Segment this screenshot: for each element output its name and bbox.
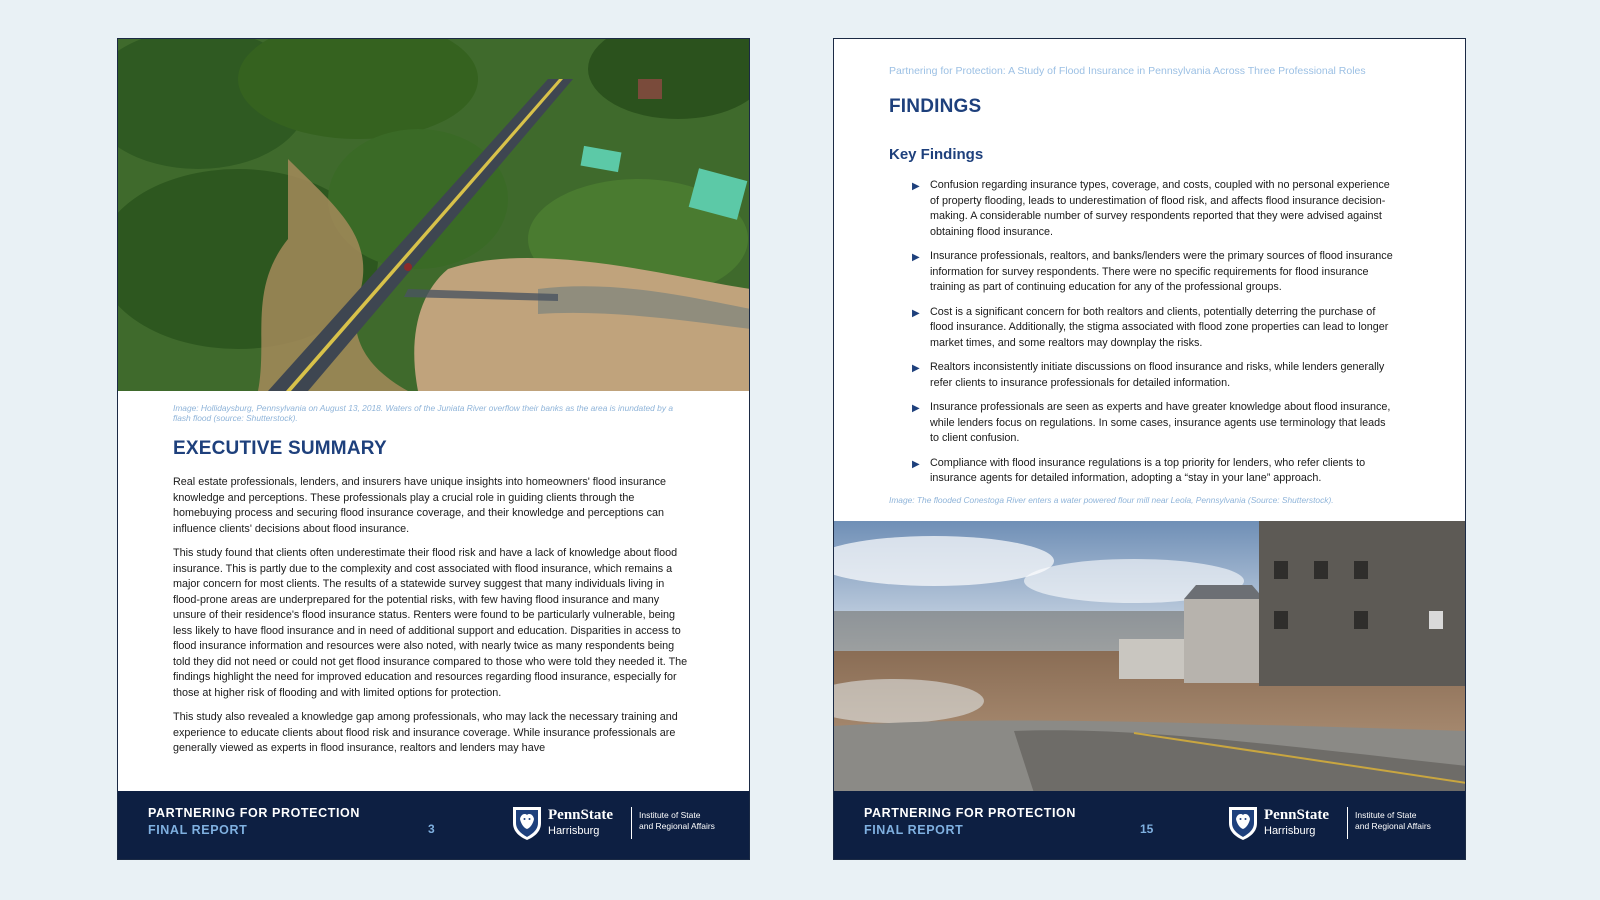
institute-name [1355, 810, 1431, 832]
institute-line-1: Institute of State [639, 810, 701, 820]
footer-title: PARTNERING FOR PROTECTION [148, 806, 360, 820]
logo-divider [631, 807, 632, 839]
section-subheading: Key Findings [889, 146, 984, 163]
bullet-arrow-icon: ▶ [912, 307, 920, 319]
institute-line-1: Institute of State [1355, 810, 1417, 820]
bullet-arrow-icon: ▶ [912, 458, 920, 470]
photo-caption: Image: The flooded Conestoga River enters a water powered flour mill near Leola, Pennsylvania (Source: Shutterstock). [889, 495, 1334, 505]
list-item [912, 360, 1397, 391]
page-title: FINDINGS [889, 96, 982, 117]
report-page-3 [117, 38, 750, 860]
list-item [912, 400, 1397, 447]
finding-text: Realtors inconsistently initiate discussions on flood insurance and risks, while lenders generally refer clients to insurance professionals for detailed information. [930, 361, 1385, 389]
finding-text: Cost is a significant concern for both realtors and clients, potentially deterring the purchase of flood insurance. Additionally, the stigma associated with flood zone properties can lead to longer market times, and some realtors may downplay the risks. [930, 305, 1389, 349]
list-item [912, 249, 1397, 296]
institute-line-2: and Regional Affairs [639, 821, 715, 831]
bullet-arrow-icon: ▶ [912, 403, 920, 414]
paragraph: This study also revealed a knowledge gap among professionals, who may lack the necessary training and experience to educate clients about flood risk and insurance coverage. While insurance professionals are generally viewed as experts in flood insurance, realtors and lenders may have [173, 711, 678, 754]
logo-campus: Harrisburg [1264, 825, 1316, 837]
logo-name: PennState [1264, 807, 1329, 823]
page-footer [834, 791, 1465, 859]
list-item [912, 305, 1397, 352]
footer-subtitle: FINAL REPORT [864, 823, 964, 837]
bullet-arrow-icon: ▶ [912, 181, 920, 192]
report-page-15 [833, 38, 1466, 860]
page-number: 15 [1140, 822, 1154, 836]
page-title: EXECUTIVE SUMMARY [173, 438, 387, 459]
running-header: Partnering for Protection: A Study of Flood Insurance in Pennsylvania Across Three Professional Roles [889, 65, 1366, 77]
footer-subtitle: FINAL REPORT [148, 823, 248, 837]
aerial-flood-road-photo [118, 39, 749, 391]
logo-campus: Harrisburg [548, 825, 600, 837]
pennstate-shield-icon [511, 805, 543, 841]
flooded-mill-photo [834, 521, 1465, 793]
pennstate-shield-icon [1227, 805, 1259, 841]
finding-text: Compliance with flood insurance regulations is a top priority for lenders, who refer clients to insurance agents for detailed information, adopting a “stay in your lane” approach. [930, 456, 1366, 484]
institute-line-2: and Regional Affairs [1355, 821, 1431, 831]
body-text [173, 475, 693, 766]
institute-name [639, 810, 715, 832]
finding-text: Insurance professionals are seen as experts and have greater knowledge about flood insurance, while lenders focus on regulations. In some cases, insurance agents use terminology that leads to client confusion. [930, 401, 1391, 444]
logo-name: PennState [548, 807, 613, 823]
page-number: 3 [428, 822, 435, 836]
bullet-arrow-icon: ▶ [912, 363, 920, 374]
logo-divider [1347, 807, 1348, 839]
footer-title: PARTNERING FOR PROTECTION [864, 806, 1076, 820]
key-findings-list [912, 178, 1397, 496]
finding-text: Insurance professionals, realtors, and banks/lenders were the primary sources of flood insurance information for survey respondents. There were no specific requirements for flood insurance training as part of continuing education for any of the professional groups. [930, 250, 1393, 293]
bullet-arrow-icon: ▶ [912, 252, 920, 263]
paragraph: Real estate professionals, lenders, and insurers have unique insights into homeowners' flood insurance knowledge and perceptions. These professionals play a crucial role in guiding clients through the homebuying process and securing flood insurance coverage, and their knowledge and perceptions can influence clients' decisions about flood insurance. [173, 476, 667, 535]
list-item [912, 456, 1397, 487]
finding-text: Confusion regarding insurance types, coverage, and costs, coupled with no personal experience of property flooding, leads to underestimation of flood risk, and affects flood insurance decision-making. A considerable number of survey respondents reported that they were advised against obtaining flood insurance. [930, 179, 1390, 238]
page-footer [118, 791, 749, 859]
list-item [912, 178, 1397, 240]
paragraph: This study found that clients often underestimate their flood risk and have a lack of knowledge about flood insurance. This is partly due to the complexity and cost associated with flood insurance, which remains a major concern for most clients. The results of a statewide survey suggest that many individuals living in flood-prone areas are underprepared for the potential risks, with few having flood insurance and many unsure of their residence's flood insurance status. Renters were found to be particularly vulnerable, being less likely to have flood insurance and in need of additional support and education. Disparities in access to flood insurance information and resources were also noted, with nearly twice as many respondents being told they did not need or could not get flood insurance compared to those who were told they needed it. The findings highlight the need for improved education and resources regarding flood insurance, especially for those at higher risk of flooding and with limited options for protection. [173, 547, 688, 699]
photo-caption: Image: Hollidaysburg, Pennsylvania on August 13, 2018. Waters of the Juniata River overflow their banks as the area is inundated by a flash flood (source: Shutterstock). [173, 403, 673, 423]
